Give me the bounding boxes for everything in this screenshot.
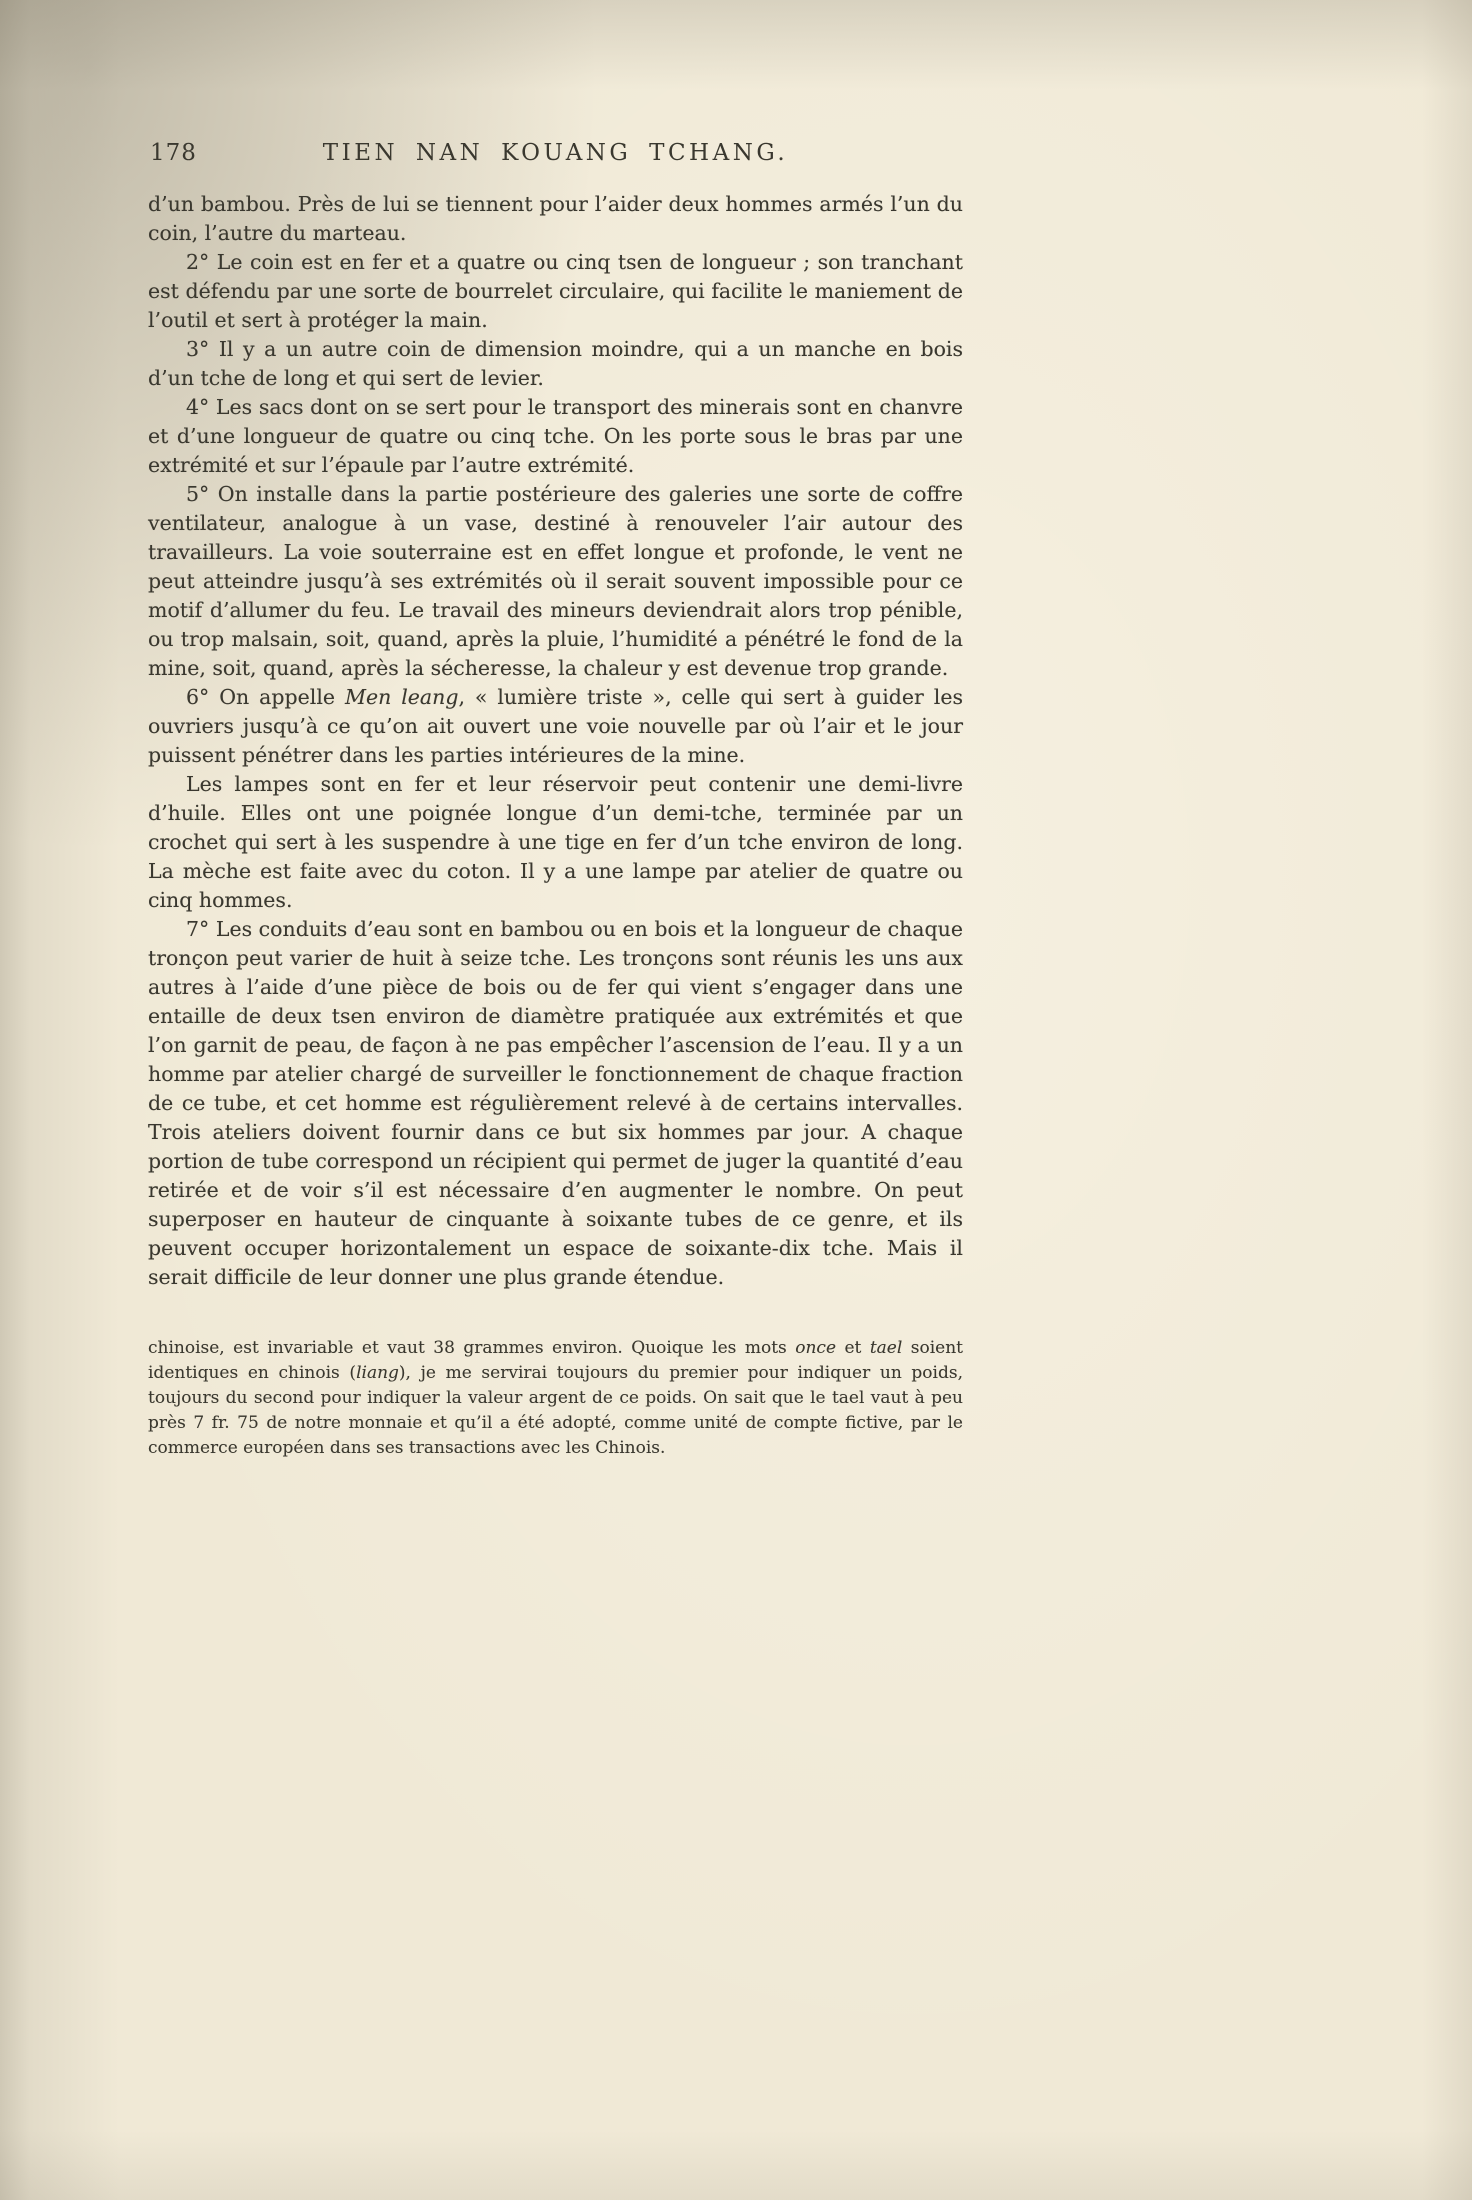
page-number: 178 <box>150 140 197 166</box>
running-title: TIEN NAN KOUANG TCHANG. <box>322 140 789 166</box>
paragraph <box>148 770 963 915</box>
text-run: soient identiques en chinois ( <box>148 1338 963 1383</box>
footnote <box>148 1336 963 1461</box>
paragraph <box>148 683 963 770</box>
paragraph <box>148 248 963 335</box>
text-run: d’un bambou. Près de lui se tiennent pour l’aider deux hommes armés l’un du coin, l’autre du marteau. <box>148 192 963 245</box>
text-block <box>148 140 963 1461</box>
italic-text: liang <box>356 1363 399 1383</box>
italic-text: tael <box>869 1338 903 1358</box>
text-run: 4° Les sacs dont on se sert pour le transport des minerais sont en chanvre et d’une longueur de quatre ou cinq tche. On les porte sous le bras par une extrémité et sur l’épaule par l’autre extrémité. <box>148 395 963 477</box>
italic-text: once <box>795 1338 836 1358</box>
paragraph <box>148 915 963 1292</box>
paragraph <box>148 393 963 480</box>
text-run: 2° Le coin est en fer et a quatre ou cinq tsen de longueur ; son tranchant est défendu par une sorte de bourrelet circulaire, qui facilite le maniement de l’outil et sert à protéger la main. <box>148 250 963 332</box>
text-run: ), je me servirai toujours du premier pour indiquer un poids, toujours du second pour indiquer la valeur argent de ce poids. On sait que le tael vaut à peu près 7 fr. 75 de notre monnaie et qu’il a été adopté, comme unité de compte fictive, par le commerce européen dans ses transactions avec les Chinois. <box>148 1363 963 1458</box>
body-text <box>148 190 963 1292</box>
page-header <box>148 140 963 174</box>
text-run: Les lampes sont en fer et leur réservoir peut contenir une demi-livre d’huile. Elles ont une poignée longue d’un demi-tche, terminée par un crochet qui sert à les suspendre à une tige en fer d’un tche environ de long. La mèche est faite avec du coton. Il y a une lampe par atelier de quatre ou cinq hommes. <box>148 772 963 912</box>
paragraph <box>148 480 963 683</box>
text-run: 5° On installe dans la partie postérieure des galeries une sorte de coffre ventilateur, analogue à un vase, destiné à renouveler l’air autour des travailleurs. La voie souterraine est en effet longue et profonde, le vent ne peut atteindre jusqu’à ses extrémités où il serait souvent impossible pour ce motif d’allumer du feu. Le travail des mineurs deviendrait alors trop pénible, ou trop malsain, soit, quand, après la pluie, l’humidité a pénétré le fond de la mine, soit, quand, après la sécheresse, la chaleur y est devenue trop grande. <box>148 482 963 680</box>
text-run: , « lumière triste », celle qui sert à guider les ouvriers jusqu’à ce qu’on ait ouvert une voie nouvelle par où l’air et le jour puissent pénétrer dans les parties intérieures de la mine. <box>148 685 963 767</box>
paragraph <box>148 335 963 393</box>
paragraph <box>148 190 963 248</box>
text-run: chinoise, est invariable et vaut 38 grammes environ. Quoique les mots <box>148 1338 796 1358</box>
text-run: 6° On appelle <box>186 685 345 709</box>
footnote-paragraph <box>148 1336 963 1461</box>
text-run: 7° Les conduits d’eau sont en bambou ou en bois et la longueur de chaque tronçon peut varier de huit à seize tche. Les tronçons sont réunis les uns aux autres à l’aide d’une pièce de bois ou de fer qui vient s’engager dans une entaille de deux tsen environ de diamètre pratiquée aux extrémités et que l’on garnit de peau, de façon à ne pas empêcher l’ascension de l’eau. Il y a un homme par atelier chargé de surveiller le fonctionnement de chaque fraction de ce tube, et cet homme est régulièrement relevé à de certains intervalles. Trois ateliers doivent fournir dans ce but six hommes par jour. A chaque portion de tube correspond un récipient qui permet de juger la quantité d’eau retirée et de voir s’il est nécessaire d’en augmenter le nombre. On peut superposer en hauteur de cinquante à soixante tubes de ce genre, et ils peuvent occuper horizontalement un espace de soixante-dix tche. Mais il serait difficile de leur donner une plus grande étendue. <box>148 917 963 1289</box>
text-run: 3° Il y a un autre coin de dimension moindre, qui a un manche en bois d’un tche de long et qui sert de levier. <box>148 337 963 390</box>
text-run: et <box>836 1338 870 1358</box>
italic-text: Men leang <box>344 685 459 709</box>
